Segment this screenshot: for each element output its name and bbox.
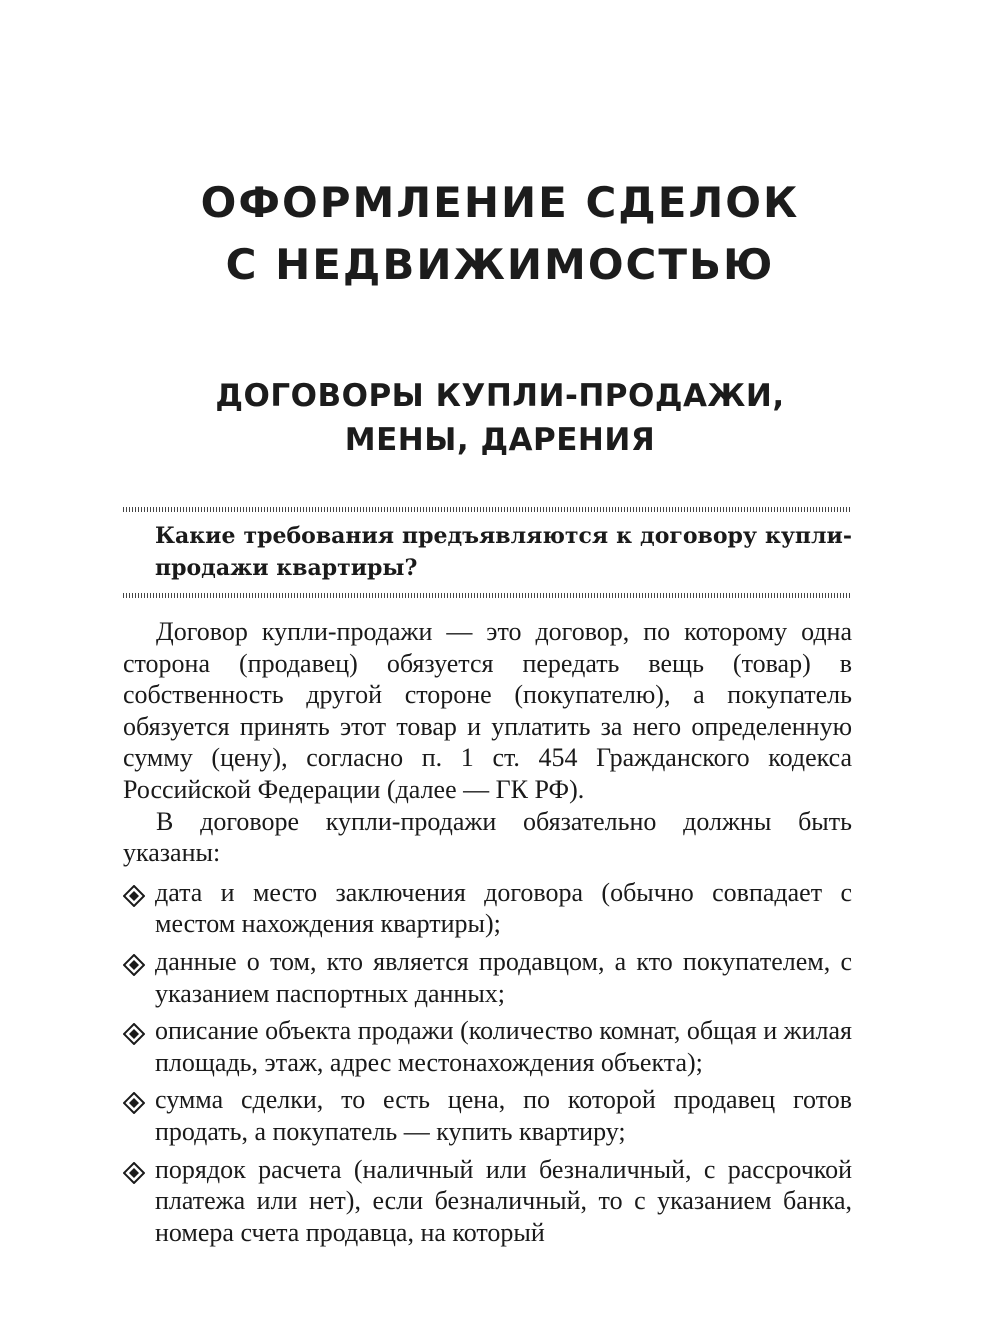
list-item: [123, 1015, 852, 1078]
paragraph-definition: Договор купли-продажи — это договор, по которому одна сторона (продавец) обязуется передать вещь (товар) в собственность другой стороне (покупателю), а покупатель обязуется принять этот товар и уплатить за него определенную сумму (цену), согласно п. 1 ст. 454 Гражданского кодекса Российской Федерации (далее — ГК РФ).: [123, 617, 852, 804]
list-item-text: дата и место заключения договора (обычно совпадает с местом нахождения квартиры);: [155, 877, 852, 939]
question-bottom-rule: [123, 593, 852, 598]
list-item: [123, 877, 852, 940]
diamond-bullet-icon: [123, 1023, 145, 1045]
diamond-bullet-icon: [123, 885, 145, 907]
chapter-title: [100, 172, 900, 296]
diamond-bullet-icon: [123, 1162, 145, 1184]
paragraph-list-intro: В договоре купли-продажи обязательно должны быть указаны:: [123, 806, 852, 868]
chapter-title-line-1: ОФОРМЛЕНИЕ СДЕЛОК: [200, 178, 800, 227]
list-item-text: сумма сделки, то есть цена, по которой продавец готов продать, а покупатель — купить квартиру;: [155, 1085, 852, 1146]
question-top-rule: [123, 507, 852, 512]
section-title: [100, 374, 900, 462]
section-title-line-2: МЕНЫ, ДАРЕНИЯ: [344, 422, 656, 458]
diamond-bullet-icon: [123, 1092, 145, 1114]
list-item-text: описание объекта продажи (количество комнат, общая и жилая площадь, этаж, адрес местонахождения объекта);: [155, 1016, 852, 1077]
list-item-text: данные о том, кто является продавцом, а кто покупателем, с указанием паспортных данных;: [155, 946, 852, 1008]
question-heading: Какие требования предъявляются к договору купли-продажи квартиры?: [155, 523, 852, 581]
requirements-list: [123, 877, 852, 1249]
body-text: [123, 616, 852, 1254]
list-item: [123, 1154, 852, 1249]
list-item: [123, 1084, 852, 1147]
list-item-text: порядок расчета (наличный или безналичный, с рассрочкой платежа или нет), если безналичный, то с указанием банка, номера счета продавца, на который: [155, 1154, 852, 1247]
chapter-title-line-2: С НЕДВИЖИМОСТЬЮ: [225, 240, 775, 289]
diamond-bullet-icon: [123, 954, 145, 976]
section-title-line-1: ДОГОВОРЫ КУПЛИ-ПРОДАЖИ,: [215, 378, 785, 414]
list-item: [123, 946, 852, 1009]
